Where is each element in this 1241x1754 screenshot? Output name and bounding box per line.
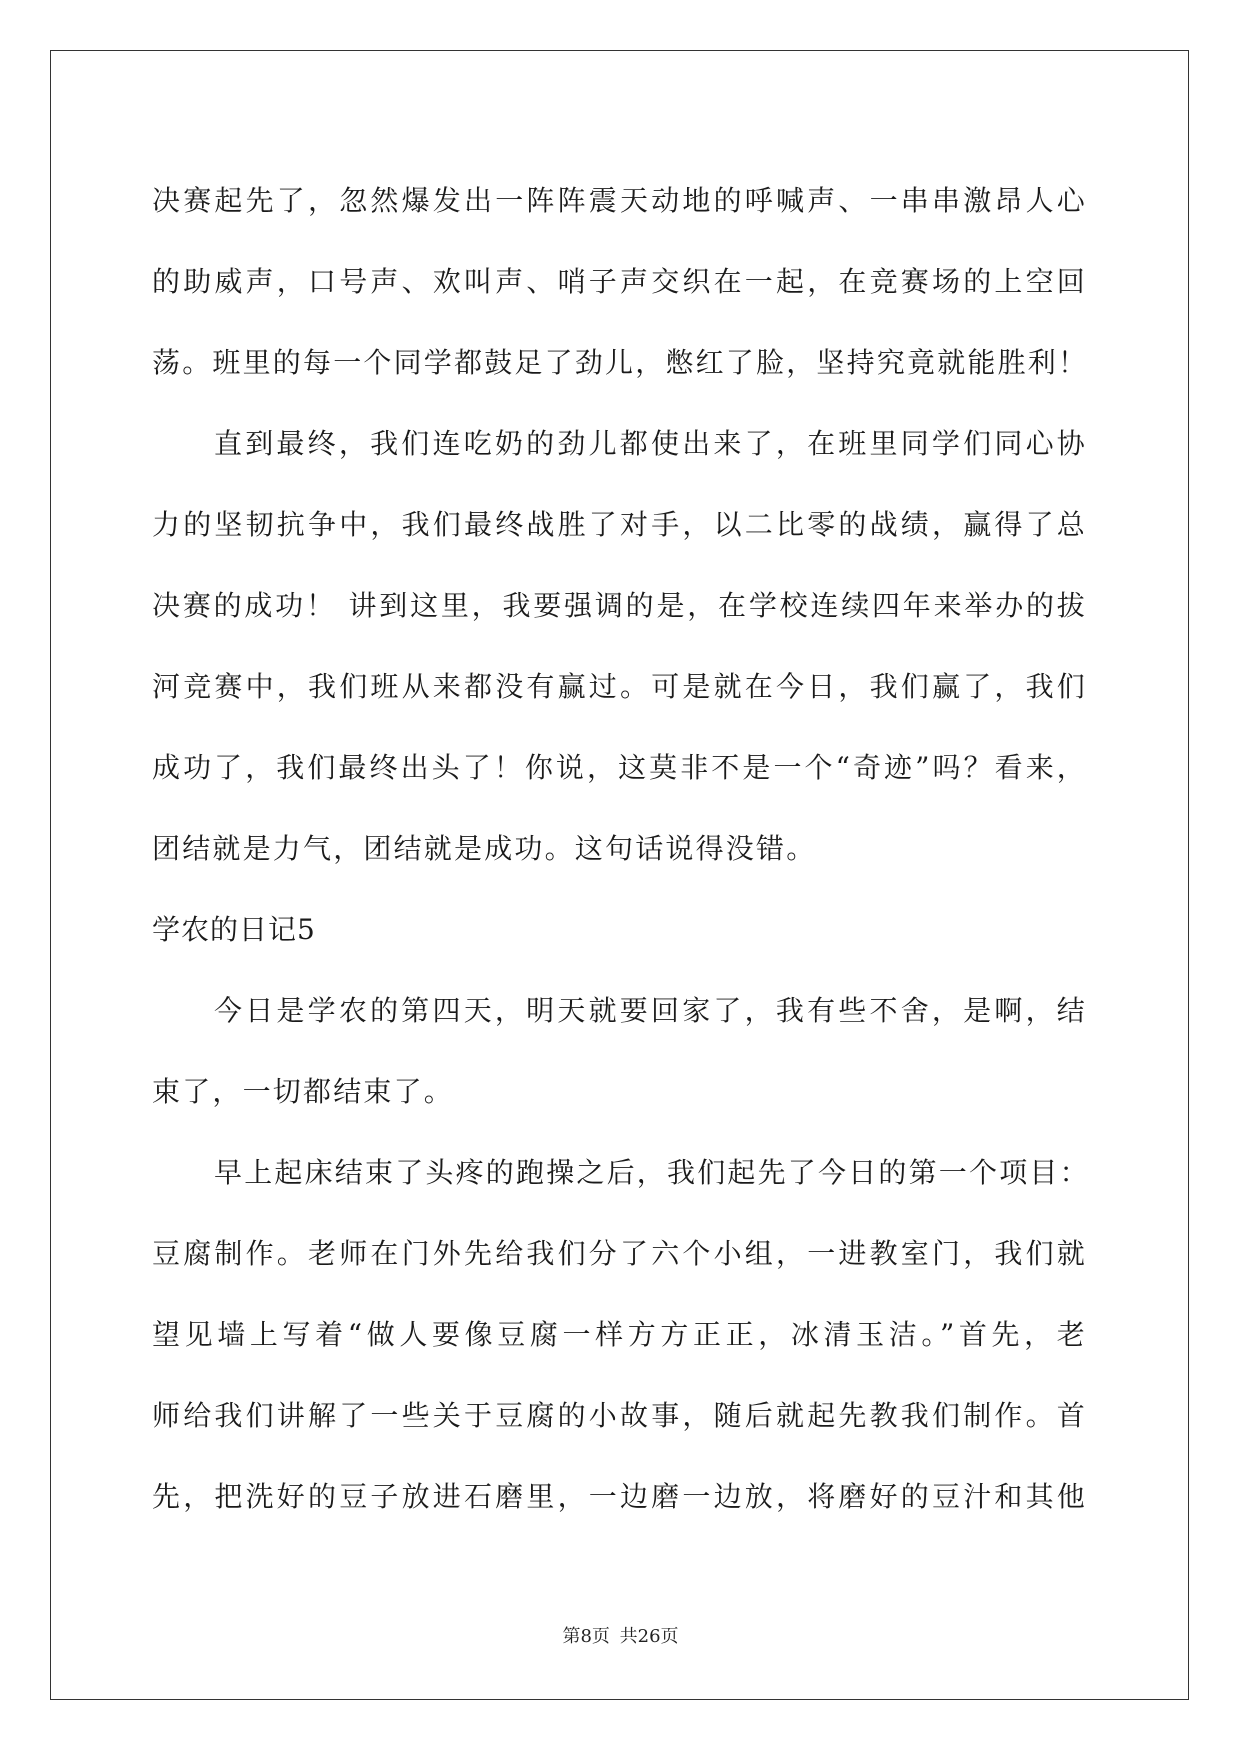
text-line: 河竞赛中，我们班从来都没有赢过。可是就在今日，我们赢了，我们 <box>152 670 1087 703</box>
text-line: 团结就是力气，团结就是成功。这句话说得没错。 <box>152 832 817 865</box>
paragraph-2 <box>152 403 1087 889</box>
document-body <box>152 160 1090 1537</box>
text-line: 早上起床结束了头疼的跑操之后，我们起先了今日的第一个项目： <box>214 1156 1090 1189</box>
text-line: 豆腐制作。老师在门外先给我们分了六个小组，一进教室门，我们就 <box>152 1237 1087 1270</box>
text-line: 师给我们讲解了一些关于豆腐的小故事，随后就起先教我们制作。首 <box>152 1399 1087 1432</box>
page-footer <box>0 1622 1241 1648</box>
text-line: 荡。班里的每一个同学都鼓足了劲儿，憋红了脸，坚持究竟就能胜利！ <box>152 346 1089 379</box>
paragraph-3 <box>152 970 1087 1132</box>
text-line: 决赛的成功！ 讲到这里，我要强调的是，在学校连续四年来举办的拔 <box>152 589 1087 622</box>
text-line: 决赛起先了，忽然爆发出一阵阵震天动地的呼喊声、一串串激昂人心 <box>152 184 1087 217</box>
text-line: 成功了，我们最终出头了！你说，这莫非不是一个“奇迹”吗？看来， <box>152 751 1087 784</box>
paragraph-1 <box>152 160 1087 403</box>
text-line: 望见墙上写着“做人要像豆腐一样方方正正，冰清玉洁。”首先，老 <box>152 1318 1087 1351</box>
text-line: 力的坚韧抗争中，我们最终战胜了对手，以二比零的战绩，赢得了总 <box>152 508 1087 541</box>
text-line: 今日是学农的第四天，明天就要回家了，我有些不舍，是啊，结 <box>214 994 1087 1027</box>
text-line: 的助威声，口号声、欢叫声、哨子声交织在一起，在竞赛场的上空回 <box>152 265 1087 298</box>
text-line: 直到最终，我们连吃奶的劲儿都使出来了，在班里同学们同心协 <box>214 427 1087 460</box>
text-line: 先，把洗好的豆子放进石磨里，一边磨一边放，将磨好的豆汁和其他 <box>152 1480 1087 1513</box>
page-total: 共26页 <box>619 1626 679 1647</box>
section-heading: 学农的日记5 <box>152 913 316 946</box>
text-line: 束了，一切都结束了。 <box>152 1075 455 1108</box>
paragraph-4 <box>152 1132 1090 1537</box>
page-number: 第8页 <box>562 1626 610 1647</box>
